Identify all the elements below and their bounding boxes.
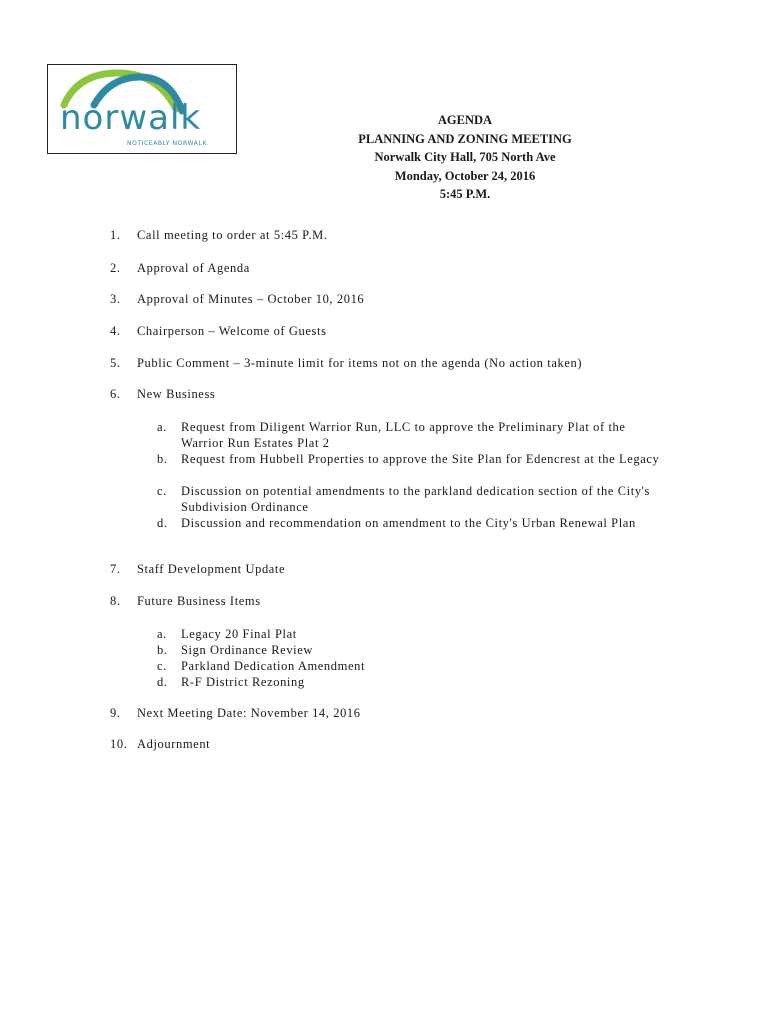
item-number: 5. — [110, 356, 121, 370]
item-text: Call meeting to order at 5:45 P.M. — [137, 228, 328, 242]
item-text: Next Meeting Date: November 14, 2016 — [137, 706, 361, 720]
item-number: 4. — [110, 324, 121, 338]
item-text: Approval of Agenda — [137, 261, 250, 275]
logo-tagline: NOTICEABLY NORWALK. — [127, 140, 210, 147]
sub-item-text: R-F District Rezoning — [181, 675, 305, 689]
item-number: 6. — [110, 387, 121, 401]
item-number: 3. — [110, 292, 121, 306]
item-text: Public Comment – 3-minute limit for items not on the agenda (No action taken) — [137, 356, 583, 370]
sub-item-text: Request from Hubbell Properties to approve the Site Plan for Edencrest at the Legacy — [181, 452, 660, 466]
item-number: 9. — [110, 706, 121, 720]
item-text: Adjournment — [137, 737, 211, 751]
sub-item-text: Legacy 20 Final Plat — [181, 627, 297, 641]
sub-item-letter: c. — [157, 484, 167, 498]
meeting-time: 5:45 P.M. — [439, 187, 491, 202]
item-text: Chairperson – Welcome of Guests — [137, 324, 327, 338]
sub-item-letter: d. — [157, 516, 168, 530]
logo-wordmark: norwalk — [60, 98, 202, 138]
sub-item-text: Sign Ordinance Review — [181, 643, 314, 657]
meeting-name: PLANNING AND ZONING MEETING — [358, 131, 572, 146]
item-number: 2. — [110, 261, 121, 275]
sub-item-text: Discussion on potential amendments to the parkland dedication section of the City's Subdivision Ordinance — [181, 484, 650, 514]
sub-item-letter: a. — [157, 627, 167, 641]
sub-item-letter: c. — [157, 659, 167, 673]
item-number: 1. — [110, 228, 121, 242]
item-text: Approval of Minutes – October 10, 2016 — [137, 292, 365, 306]
item-number: 8. — [110, 594, 121, 608]
item-text: New Business — [137, 387, 216, 401]
norwalk-logo — [47, 64, 237, 154]
agenda-title: AGENDA — [437, 113, 493, 127]
item-text: Staff Development Update — [137, 562, 286, 576]
sub-item-letter: d. — [157, 675, 168, 689]
meeting-location: Norwalk City Hall, 705 North Ave — [374, 150, 556, 165]
sub-item-text: Request from Diligent Warrior Run, LLC to approve the Preliminary Plat of the Warrior Run Estates Plat 2 — [181, 420, 626, 450]
item-text: Future Business Items — [137, 594, 261, 608]
sub-item-letter: b. — [157, 452, 168, 466]
item-number: 7. — [110, 562, 121, 576]
sub-item-letter: b. — [157, 643, 168, 657]
sub-item-letter: a. — [157, 420, 167, 434]
item-number: 10. — [110, 737, 128, 751]
sub-item-text: Parkland Dedication Amendment — [181, 659, 366, 673]
meeting-date: Monday, October 24, 2016 — [394, 168, 536, 183]
agenda-header — [300, 111, 630, 204]
sub-item-text: Discussion and recommendation on amendment to the City's Urban Renewal Plan — [181, 516, 636, 530]
